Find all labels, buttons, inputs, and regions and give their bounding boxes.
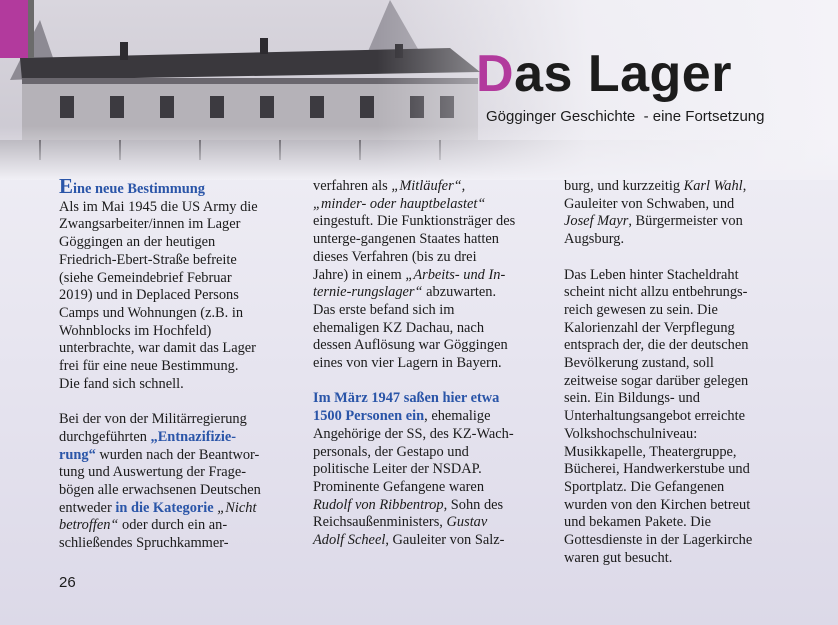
- text-line: Zwangsarbeiter/innen im Lager: [59, 216, 241, 233]
- text-line: eines von vier Lagern in Bayern.: [313, 355, 502, 372]
- text-line: ehemaligen KZ Dachau, nach: [313, 319, 485, 336]
- text-line: Gottesdienste in der Lagerkirche: [564, 532, 753, 549]
- text-line: entsprach der, die der deutschen: [564, 337, 749, 354]
- text-span: Reichsaußenministers,: [313, 514, 447, 531]
- text-line: Die fand sich schnell.: [59, 375, 184, 392]
- italic-text: betroffen“: [59, 517, 119, 534]
- text-line: sein. Ein Bildungs- und: [564, 390, 700, 407]
- text-span: verfahren als: [313, 178, 392, 194]
- text-line: waren gut besucht.: [564, 549, 673, 566]
- text-line: [313, 497, 545, 515]
- text-line: Gauleiter von Schwaben, und: [564, 195, 735, 212]
- italic-text: „minder- oder hauptbelastet“: [313, 195, 486, 212]
- text-column-2: [313, 178, 545, 550]
- text-line: eingestuft. Die Funktionsträger des: [313, 213, 516, 230]
- text-line: frei für eine neue Bestimmung.: [59, 358, 239, 375]
- highlight-text: 1500 Personen ein: [313, 408, 425, 425]
- section-heading: [59, 174, 281, 199]
- text-column-1: [59, 174, 281, 553]
- text-line: [59, 517, 281, 535]
- text-line: Augsburg.: [564, 231, 625, 248]
- text-line: Bei der von der Militärregierung: [59, 411, 247, 428]
- text-line: [564, 213, 776, 231]
- heading-first-letter: E: [59, 174, 74, 198]
- italic-text: ternie-rungslager“: [313, 284, 423, 301]
- text-line: Das Leben hinter Stacheldraht: [564, 266, 739, 283]
- text-line: Wohnblocks im Hochfeld): [59, 322, 212, 339]
- text-span: , ehemalige: [424, 408, 491, 425]
- accent-corner-tab: [0, 0, 28, 58]
- text-line: unterbrachte, war damit das Lager: [59, 340, 256, 357]
- text-line: tung und Auswertung der Frage-: [59, 464, 247, 481]
- text-line: politische Leiter der NSDAP.: [313, 461, 482, 478]
- text-line: Bevölkerung zustand, soll: [564, 355, 714, 372]
- text-line: Sportplatz. Die Gefangenen: [564, 478, 725, 495]
- text-line: Göggingen an der heutigen: [59, 234, 216, 251]
- text-line: Als im Mai 1945 die US Army die: [59, 198, 258, 215]
- highlight-line: Im März 1947 saßen hier etwa: [313, 390, 500, 407]
- text-span: burg, und kurzzeitig: [564, 178, 684, 194]
- title-rest: as Lager: [514, 45, 732, 103]
- text-line: unterge-gangenen Staates hatten: [313, 231, 499, 248]
- text-line: bögen alle erwachsenen Deutschen: [59, 481, 261, 498]
- text-line: [313, 408, 545, 426]
- text-line: Angehörige der SS, des KZ-Wach-: [313, 425, 514, 442]
- text-column-3: [564, 178, 776, 567]
- text-span: wurden nach der Beantwor-: [95, 446, 260, 463]
- text-line: Friedrich-Ebert-Straße befreite: [59, 251, 237, 268]
- text-span: ,: [742, 178, 747, 194]
- italic-text: Gustav: [446, 514, 488, 531]
- highlight-text: in die Kategorie: [115, 499, 214, 516]
- text-span: Jahre) in einem: [313, 266, 406, 283]
- text-line: [313, 284, 545, 302]
- text-line: wurden von den Kirchen betreut: [564, 496, 751, 513]
- text-line: scheint nicht allzu entbehrungs-: [564, 284, 748, 301]
- text-line: Kalorienzahl der Verpflegung: [564, 319, 735, 336]
- highlight-text: „Entnazifizie-: [150, 428, 237, 445]
- text-line: Volkshochschulniveau:: [564, 425, 698, 442]
- text-line: Musikkapelle, Theatergruppe,: [564, 443, 737, 460]
- text-line: 2019) und in Deplaced Persons: [59, 287, 239, 304]
- text-line: [313, 514, 545, 532]
- highlight-text: rung“: [59, 446, 96, 463]
- text-span: abzuwarten.: [422, 284, 497, 301]
- title-first-letter: D: [476, 45, 515, 103]
- italic-text: Josef Mayr: [564, 213, 629, 230]
- text-line: (siehe Gemeindebrief Februar: [59, 269, 232, 286]
- text-line: Das erste befand sich im: [313, 301, 455, 318]
- text-line: Unterhaltungsangebot erreichte: [564, 408, 746, 425]
- text-line: [313, 178, 545, 196]
- text-line: Camps und Wohnungen (z.B. in: [59, 304, 244, 321]
- text-span: , Bürgermeister von: [628, 213, 743, 230]
- text-span: entweder: [59, 499, 116, 516]
- page-number: 26: [59, 574, 76, 591]
- italic-text: „Mitläufer“,: [391, 178, 466, 194]
- text-line: schließendes Spruchkammer-: [59, 535, 229, 552]
- page-title: [476, 44, 732, 104]
- text-line: [313, 196, 545, 214]
- text-line: [564, 178, 776, 196]
- text-line: reich gewesen zu sein. Die: [564, 301, 718, 318]
- text-span: oder durch ein an-: [118, 517, 228, 534]
- italic-text: „Arbeits- und In-: [405, 266, 506, 283]
- text-line: Prominente Gefangene waren: [313, 478, 485, 495]
- italic-text: Rudolf von Ribbentrop: [313, 496, 444, 513]
- text-span: durchgeführten: [59, 428, 151, 445]
- text-span: , Gauleiter von Salz-: [385, 532, 505, 549]
- text-line: [59, 447, 281, 465]
- text-line: [313, 532, 545, 550]
- text-line: dieses Verfahren (bis zu drei: [313, 248, 477, 265]
- text-line: Bücherei, Handwerkerstube und: [564, 461, 750, 478]
- heading-rest: ine neue Bestimmung: [73, 181, 205, 197]
- text-line: und bekamen Pakete. Die: [564, 514, 712, 531]
- italic-text: „Nicht: [213, 499, 257, 516]
- text-line: [59, 429, 281, 447]
- page-subtitle: Gögginger Geschichte - eine Fortsetzung: [486, 108, 765, 125]
- text-line: [59, 500, 281, 518]
- text-span: , Sohn des: [443, 496, 504, 513]
- text-line: [313, 267, 545, 285]
- text-line: dessen Auflösung war Göggingen: [313, 337, 508, 354]
- italic-text: Karl Wahl: [683, 178, 743, 194]
- italic-text: Adolf Scheel: [313, 532, 386, 549]
- text-line: personals, der Gestapo und: [313, 443, 469, 460]
- text-line: zeitweise sogar darüber gelegen: [564, 372, 749, 389]
